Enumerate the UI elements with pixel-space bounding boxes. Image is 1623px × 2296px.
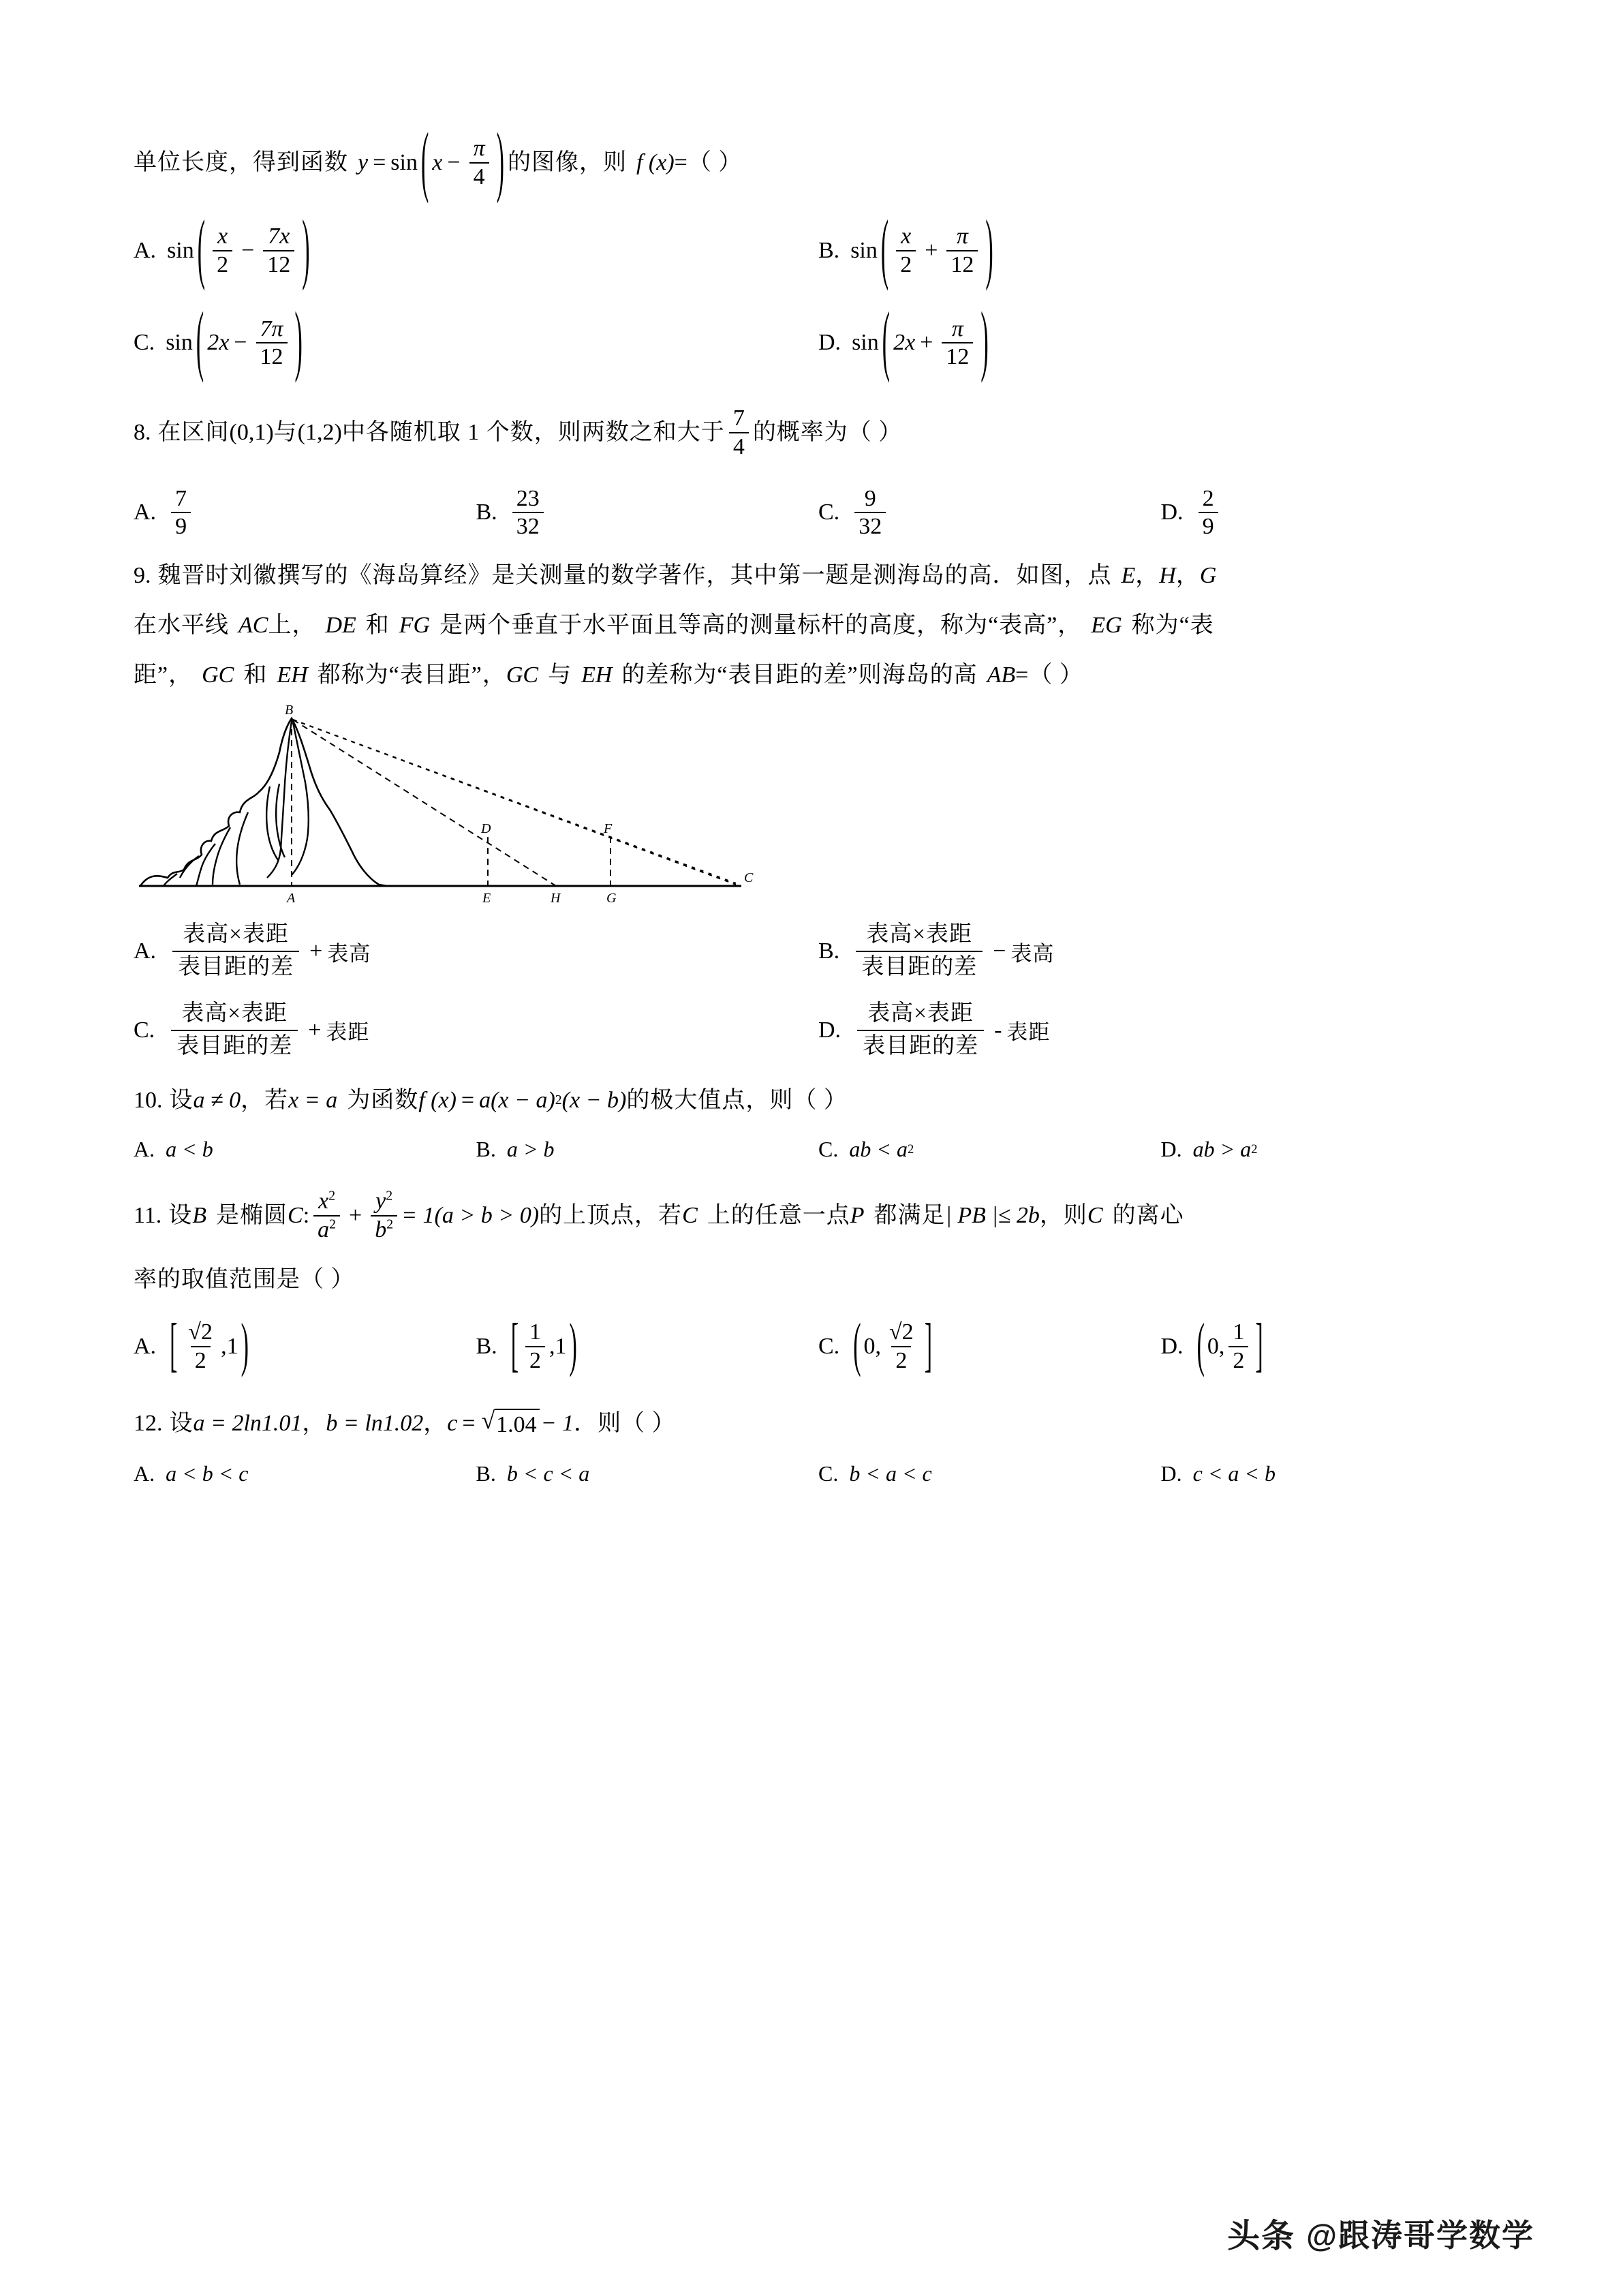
figure-label-C: C xyxy=(744,870,754,886)
frac-numerator: x xyxy=(901,224,912,249)
paren-close: ) xyxy=(980,299,989,385)
option-a-op: + xyxy=(309,938,323,964)
frac-numerator: 2 xyxy=(1202,485,1214,511)
q9-line3-f: =（ ） xyxy=(1015,662,1083,688)
radical-sign: √ xyxy=(481,1406,495,1434)
frac-denominator: 2 xyxy=(1228,1346,1248,1373)
question-11-stem-line-2 xyxy=(134,1266,1503,1293)
q7-stem-y: y xyxy=(358,150,369,176)
frac-num-exp: 2 xyxy=(386,1188,393,1204)
q7-stem-arg-op: − xyxy=(447,150,461,176)
option-b[interactable] xyxy=(476,1461,819,1486)
option-d[interactable] xyxy=(1160,1313,1504,1379)
option-c-label: C. xyxy=(134,330,155,356)
option-c[interactable] xyxy=(818,487,1161,539)
bracket-close: ] xyxy=(924,1313,933,1379)
q8-text-c: 中各随机取 1 个数，则两数之和大于 xyxy=(341,420,725,446)
q11-fraction-2 xyxy=(371,1189,397,1242)
q12-period: ．则（ ） xyxy=(574,1410,676,1436)
figure-label-B: B xyxy=(285,703,294,718)
question-12-stem xyxy=(134,1406,1503,1438)
frac-denominator: 32 xyxy=(512,512,544,539)
question-9-options-row-1 xyxy=(134,922,1503,981)
frac-denominator: 12 xyxy=(263,250,294,277)
option-d-fraction xyxy=(1228,1320,1248,1373)
option-d-label: D. xyxy=(1160,1334,1184,1360)
frac-denominator: 2 xyxy=(213,250,232,277)
q7-stem-eq: = xyxy=(373,150,386,176)
option-b[interactable] xyxy=(476,1137,819,1162)
option-b-op: − xyxy=(993,938,1006,964)
q8-fraction xyxy=(729,406,749,459)
frac-numerator: 7x xyxy=(268,224,290,249)
paren-close: ) xyxy=(985,206,993,293)
q9-line2-d: 是两个垂直于水平面且等高的测量标杆的高度，称为“表高”， xyxy=(439,612,1082,638)
q11-curve-C-2: C xyxy=(682,1203,698,1229)
frac-denominator: 12 xyxy=(256,342,288,369)
question-8-stem xyxy=(134,406,1503,459)
q9-segment-AB: AB xyxy=(987,662,1016,688)
frac-denominator: 32 xyxy=(854,512,886,539)
paren-close: ) xyxy=(302,206,310,293)
frac-den-var: a xyxy=(318,1216,330,1242)
option-b[interactable] xyxy=(818,206,1503,293)
option-c-expr: b < a < c xyxy=(849,1460,932,1486)
option-c-fraction xyxy=(171,1001,298,1060)
option-d-op: - xyxy=(994,1017,1002,1043)
q11-curve-C-3: C xyxy=(1087,1203,1103,1229)
option-a-expr: a < b < c xyxy=(166,1460,249,1486)
q7-stem-tail: 的图像，则 xyxy=(507,150,627,176)
comma: ， xyxy=(1135,562,1160,588)
q11-constraint: | PB |≤ 2b xyxy=(945,1203,1040,1229)
q12-a-definition: a = 2ln1.01 xyxy=(193,1410,303,1436)
q11-point-P: P xyxy=(850,1203,865,1229)
frac-numerator: 23 xyxy=(516,485,540,511)
question-8-options xyxy=(134,487,1503,539)
q7-stem-lead: 单位长度，得到函数 xyxy=(134,150,348,176)
option-b-fraction xyxy=(512,487,544,539)
q11-text-a: 设 xyxy=(168,1203,193,1229)
q10-text-d: 的极大值点，则（ ） xyxy=(626,1087,848,1113)
option-c[interactable] xyxy=(134,299,818,385)
q12-c-minus: − 1 xyxy=(540,1410,574,1436)
frac-denominator: 表目距的差 xyxy=(856,951,983,981)
question-11-stem-line-1 xyxy=(134,1189,1503,1242)
q9-segment-EH-2: EH xyxy=(581,662,613,688)
question-10-stem: 10. 设 a ≠ 0 ，若 x = a 为函数 f (x) = a (x − a) 2 (x − b) 的极大值点，则（ ） xyxy=(134,1087,848,1113)
q8-interval-2: (1,2) xyxy=(297,420,342,446)
option-d-label: D. xyxy=(1160,1137,1182,1161)
option-c-pre: 0, xyxy=(863,1334,882,1360)
option-a-fraction xyxy=(184,1320,217,1373)
frac-numerator: π xyxy=(956,224,968,249)
q8-interval-1: (0,1) xyxy=(229,420,274,446)
option-a[interactable] xyxy=(134,1313,476,1379)
frac-numerator: 表高×表距 xyxy=(867,1001,974,1026)
option-c-fn: sin xyxy=(166,330,193,356)
option-a-label: A. xyxy=(134,1460,155,1486)
q9-line2-e: 称为“表 xyxy=(1131,612,1214,638)
frac-numerator: √2 xyxy=(889,1319,914,1345)
option-d-label: D. xyxy=(1160,1460,1182,1486)
option-c[interactable] xyxy=(818,1461,1161,1486)
option-b[interactable] xyxy=(818,922,1503,981)
option-c-label: C. xyxy=(818,1334,840,1360)
paren-open: ( xyxy=(420,119,429,206)
bracket-open: [ xyxy=(510,1313,519,1379)
q9-line1-text: 魏晋时刘徽撰写的《海岛算经》是关测量的数学著作，其中第一题是测海岛的高．如图，点 xyxy=(157,562,1112,588)
question-10-number: 10. xyxy=(134,1087,163,1113)
paren-open: ( xyxy=(197,206,206,293)
question-9-figure xyxy=(134,703,1503,911)
question-7-options-row-2 xyxy=(134,299,1503,385)
option-b-expr: a > b xyxy=(506,1137,555,1161)
option-a-label: A. xyxy=(134,938,157,964)
figure-label-E: E xyxy=(482,891,491,906)
island-height-diagram xyxy=(134,703,760,908)
q10-eq1: x = a xyxy=(288,1087,338,1113)
frac-denominator: 2 xyxy=(525,1346,545,1373)
option-a[interactable] xyxy=(134,1137,476,1162)
figure-label-F: F xyxy=(604,821,613,837)
option-a-label: A. xyxy=(134,1334,157,1360)
option-d-lead: 2x xyxy=(893,330,916,356)
q10-text-c: 为函数 xyxy=(347,1087,419,1113)
q10-expr-p2: (x − b) xyxy=(561,1087,627,1113)
option-a-fn: sin xyxy=(167,238,194,264)
figure-label-A: A xyxy=(287,891,296,906)
q8-text-b: 与 xyxy=(273,420,298,446)
bracket-close: ) xyxy=(569,1313,577,1379)
question-11-options xyxy=(134,1313,1503,1379)
question-9-stem-line-1 xyxy=(134,562,1503,589)
option-b-rest: ,1 xyxy=(549,1334,567,1360)
watermark-platform: 头条 xyxy=(1227,2218,1296,2254)
q10-fx: f (x) xyxy=(418,1087,457,1113)
frac-denominator: 12 xyxy=(946,250,978,277)
option-b-label: B. xyxy=(476,500,497,525)
option-c-label: C. xyxy=(818,1137,839,1161)
option-d[interactable] xyxy=(1161,487,1504,539)
option-c-label: C. xyxy=(134,1017,155,1043)
q9-segment-EH: EH xyxy=(277,662,308,688)
q10-expr-a: a xyxy=(479,1087,491,1113)
q10-expr-p1: (x − a) xyxy=(491,1087,555,1113)
q10-text-b: ，若 xyxy=(241,1087,289,1113)
option-d[interactable]: D. ab > a 2 xyxy=(1160,1137,1258,1161)
figure-label-D: D xyxy=(481,821,491,837)
option-c-frac xyxy=(256,317,287,369)
paren-close: ) xyxy=(294,299,303,385)
q11-equation: = 1(a > b > 0) xyxy=(401,1203,540,1229)
q9-segment-EG: EG xyxy=(1091,612,1122,638)
q9-line3-a: 距”， xyxy=(134,662,193,688)
question-12-options xyxy=(134,1461,1503,1486)
option-d[interactable] xyxy=(818,299,1503,385)
option-c-expr: ab < a xyxy=(849,1137,908,1161)
comma: ， xyxy=(1175,562,1200,588)
option-c[interactable] xyxy=(818,1313,1161,1379)
option-a-frac-1 xyxy=(213,224,232,277)
q9-point-E: E xyxy=(1121,562,1136,588)
frac-denominator: 2 xyxy=(191,1346,211,1373)
frac-denominator: 表目距的差 xyxy=(857,1030,984,1060)
option-c-lead: 2x xyxy=(207,330,230,356)
option-b-frac-1 xyxy=(896,224,916,277)
option-d-term: 表距 xyxy=(1006,1020,1051,1045)
frac-numerator: 7 xyxy=(175,485,187,511)
paren-open: ( xyxy=(880,206,889,293)
option-b-op: + xyxy=(925,238,938,264)
q9-segment-AC: AC xyxy=(238,612,268,638)
q9-point-G: G xyxy=(1199,562,1217,588)
q9-segment-FG: FG xyxy=(399,612,431,638)
frac-denominator: 12 xyxy=(942,342,973,369)
option-d-label: D. xyxy=(818,330,841,356)
frac-den-exp: 2 xyxy=(386,1216,394,1232)
option-a-fraction xyxy=(172,922,299,981)
q11-text-g: 的离心 xyxy=(1112,1203,1184,1229)
q8-text-d: 的概率为（ ） xyxy=(752,420,903,446)
q7-stem-sin: sin xyxy=(390,150,418,176)
option-a-label: A. xyxy=(134,500,157,525)
q9-line2-a: 在水平线 xyxy=(134,612,229,638)
option-a-op: − xyxy=(241,238,255,264)
option-d[interactable] xyxy=(818,1001,1503,1060)
option-c[interactable]: C. ab < a 2 xyxy=(818,1137,914,1161)
comma: ， xyxy=(302,1410,326,1436)
option-b-label: B. xyxy=(476,1137,496,1161)
frac-den-exp: 2 xyxy=(329,1216,337,1232)
bracket-close: ) xyxy=(241,1313,249,1379)
q9-segment-DE: DE xyxy=(325,612,356,638)
frac-numerator: π xyxy=(951,316,963,341)
option-d-expr: c < a < b xyxy=(1192,1460,1276,1486)
q9-line2-b: 上， xyxy=(268,612,316,638)
q11-fraction-1 xyxy=(313,1189,340,1242)
frac-denominator xyxy=(371,1215,397,1242)
option-d-fraction xyxy=(1199,487,1218,539)
frac-numerator: 表高×表距 xyxy=(181,1001,288,1026)
q12-c-var: c xyxy=(447,1410,458,1436)
q10-eq2: = xyxy=(461,1087,475,1113)
q9-point-H: H xyxy=(1159,562,1176,588)
figure-label-G: G xyxy=(606,891,617,906)
q11-text-c: 的上顶点，若 xyxy=(539,1203,683,1229)
option-c-op: + xyxy=(308,1017,322,1043)
option-b-term: 表高 xyxy=(1010,941,1055,966)
frac-numerator: 7 xyxy=(732,405,745,431)
q11-point-B: B xyxy=(192,1203,207,1229)
frac-denominator: 4 xyxy=(729,432,749,459)
bracket-open: ( xyxy=(1196,1313,1205,1379)
watermark xyxy=(1227,2209,1534,2256)
q10-text-a: 设 xyxy=(169,1087,194,1113)
frac-numerator: 表高×表距 xyxy=(866,922,972,947)
q11-line2: 率的取值范围是（ ） xyxy=(134,1267,355,1293)
option-b[interactable] xyxy=(476,1313,819,1379)
option-d-fraction xyxy=(857,1001,984,1060)
option-c-label: C. xyxy=(818,500,840,525)
frac-numerator: 1 xyxy=(1233,1319,1245,1345)
q7-stem-fx: f (x) xyxy=(636,150,675,176)
question-12-number: 12. xyxy=(134,1410,163,1436)
figure-label-H: H xyxy=(551,891,561,906)
option-b[interactable] xyxy=(476,487,819,539)
question-9-number: 9. xyxy=(134,562,151,588)
option-d-fn: sin xyxy=(852,330,879,356)
option-a[interactable] xyxy=(134,922,818,981)
q7-stem-eq2: =（ ） xyxy=(674,150,743,176)
option-a-term: 表高 xyxy=(327,941,371,966)
frac-numerator: 9 xyxy=(864,485,876,511)
q11-text-d: 上的任意一点 xyxy=(707,1203,850,1229)
option-a-frac-2 xyxy=(263,224,294,277)
option-c-fraction xyxy=(854,487,886,539)
option-a-rest: ,1 xyxy=(221,1334,238,1360)
frac-denominator: 表目距的差 xyxy=(172,951,299,981)
q11-plus: + xyxy=(349,1203,362,1229)
option-b-label: B. xyxy=(476,1460,496,1486)
bracket-close: ] xyxy=(1255,1313,1263,1379)
q11-text-e: 都满足 xyxy=(874,1203,946,1229)
frac-numerator: x xyxy=(217,224,228,249)
option-b-label: B. xyxy=(818,938,840,964)
frac-num-var: x xyxy=(318,1189,329,1214)
option-d-label: D. xyxy=(1160,500,1184,525)
frac-den-var: b xyxy=(375,1216,387,1242)
q7-stem-fraction xyxy=(469,136,489,189)
question-9-stem-line-2 xyxy=(134,612,1503,639)
frac-numerator: 表高×表距 xyxy=(183,922,289,947)
q12-b-definition: b = ln1.02 xyxy=(326,1410,424,1436)
option-b-label: B. xyxy=(818,238,840,264)
frac-numerator: 1 xyxy=(529,1319,542,1345)
q9-line2-c: 和 xyxy=(365,612,390,638)
watermark-handle: @跟涛哥学数学 xyxy=(1306,2217,1534,2253)
question-7-stem xyxy=(134,119,1503,206)
option-a-fraction xyxy=(171,487,191,539)
question-11-number: 11. xyxy=(134,1203,162,1229)
question-10-options xyxy=(134,1137,1503,1162)
bracket-open: [ xyxy=(170,1313,178,1379)
q9-segment-GC-2: GC xyxy=(506,662,539,688)
question-8-number: 8. xyxy=(134,420,151,446)
question-9-options-row-2 xyxy=(134,1001,1503,1060)
option-d[interactable] xyxy=(1161,1461,1504,1486)
option-a-label: A. xyxy=(134,1137,155,1161)
option-a[interactable] xyxy=(134,206,818,293)
option-d-expr: ab > a xyxy=(1192,1137,1252,1161)
option-a-label: A. xyxy=(134,238,157,264)
frac-numerator xyxy=(371,1189,397,1215)
paren-open: ( xyxy=(882,299,891,385)
question-9-stem-line-3 xyxy=(134,662,1503,688)
option-d-op: + xyxy=(920,330,933,356)
option-a-expr: a < b xyxy=(166,1137,213,1161)
q9-line3-b: 和 xyxy=(243,662,268,688)
option-d-pre: 0, xyxy=(1207,1334,1225,1360)
q8-text-a: 在区间 xyxy=(157,420,230,446)
radicand: 1.04 xyxy=(495,1409,540,1438)
frac-denominator: 2 xyxy=(891,1346,911,1373)
q12-text-a: 设 xyxy=(169,1410,194,1436)
paren-open: ( xyxy=(196,299,204,385)
option-d-label: D. xyxy=(818,1017,841,1043)
q7-stem-arg-var: x xyxy=(432,150,443,176)
q10-condition: a ≠ 0 xyxy=(193,1087,241,1113)
option-c[interactable] xyxy=(134,1001,818,1060)
frac-denominator: 9 xyxy=(171,512,191,539)
option-b-label: B. xyxy=(476,1334,497,1360)
page-content xyxy=(134,119,1503,1504)
option-c-term: 表距 xyxy=(326,1020,370,1045)
bracket-open: ( xyxy=(853,1313,861,1379)
option-c-label: C. xyxy=(818,1460,839,1486)
q12-square-root xyxy=(481,1406,540,1438)
q9-line3-c: 都称为“表目距”， xyxy=(317,662,506,688)
q9-line3-d: 与 xyxy=(548,662,572,688)
question-7-options-row-1 xyxy=(134,206,1503,293)
option-b-fn: sin xyxy=(850,238,878,264)
frac-denominator: 表目距的差 xyxy=(171,1030,298,1060)
option-c-op: − xyxy=(234,330,247,356)
option-b-fraction xyxy=(525,1320,545,1373)
q11-text-b: 是椭圆 xyxy=(216,1203,288,1229)
paren-close: ) xyxy=(496,119,504,206)
option-a[interactable] xyxy=(134,1461,476,1486)
q11-colon: : xyxy=(303,1203,310,1229)
frac-denominator: 2 xyxy=(896,250,916,277)
option-b-frac-2 xyxy=(946,224,978,277)
frac-num-var: y xyxy=(375,1189,386,1214)
q11-text-f: ，则 xyxy=(1039,1203,1087,1229)
option-a[interactable] xyxy=(134,487,476,539)
option-c-fraction xyxy=(885,1320,918,1373)
frac-numerator xyxy=(314,1189,339,1215)
frac-denominator: 9 xyxy=(1199,512,1218,539)
q7-stem-frac-den: 4 xyxy=(469,162,489,189)
q9-line3-e: 的差称为“表目距的差”则海岛的高 xyxy=(621,662,978,688)
frac-denominator xyxy=(313,1215,340,1242)
frac-numerator: 7π xyxy=(260,316,283,341)
frac-numerator: √2 xyxy=(188,1319,213,1345)
frac-num-exp: 2 xyxy=(328,1188,336,1204)
q9-segment-GC: GC xyxy=(202,662,234,688)
option-b-fraction xyxy=(856,922,983,981)
option-b-expr: b < c < a xyxy=(506,1460,590,1486)
q7-stem-frac-num: π xyxy=(473,136,485,161)
option-d-frac xyxy=(942,317,973,369)
q12-c-eq: = xyxy=(462,1410,476,1436)
comma: ， xyxy=(423,1410,448,1436)
q11-curve-C: C xyxy=(288,1203,303,1229)
